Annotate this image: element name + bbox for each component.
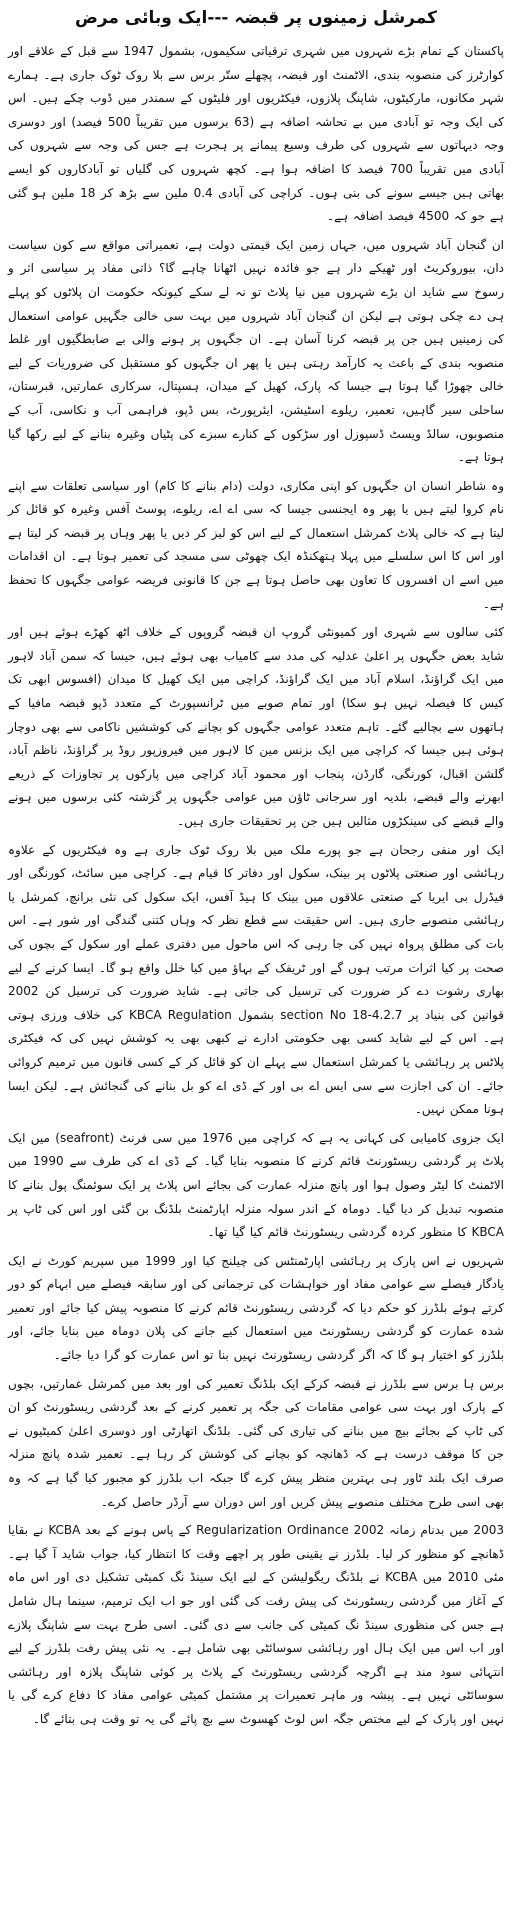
article-paragraph: برس ہا برس سے بلڈرز نے قبضہ کرکے ایک بلڈنگ تعمیر کی اور بعد میں کمرشل عمارتیں، بچوں کے پارک اور بہت سی عوامی مقامات کی جگہ پر تعمیر کرنے کے بعد گردشی ریسٹورنٹ کو ان کی ٹاپ کے بجائے بیچ میں بنانے کی تیاری کی گئی۔ بلڈنگ اتھارٹی اور دوسری اعلیٰ کمیٹیوں نے جن کا موقف درست ہے کہ ڈھانچہ کو بچانے کی کوشش کر رہا ہے۔ تعمیر شدہ پانچ منزلہ صرف ایک بلند ٹاور ہی بہترین منظر پیش کرے گا جبکہ اب بلڈرز کو مجبور کیا گیا ہے کہ وہ بھی اسی طرح مختلف منصوبے پیش کریں اور اس دوران سے آرڈر حاصل کرے۔	[8, 1376, 504, 1509]
article-paragraph: ان گنجان آباد شہروں میں، جہاں زمین ایک قیمتی دولت ہے، تعمیراتی مواقع سے کون سیاست دان، بیوروکریٹ اور ٹھیکے دار ہے جو فائدہ نہیں اٹھانا چاہے گا؟ ذاتی مفاد پر سیاسی اثر و رسوخ سے شاید ان بڑے شہروں میں نیا پلاٹ تو نہ لے سکے کیونکہ حکومت ان پلاٹوں کو پہلے ہی دے چکی ہوتی ہے لیکن ان گنجان آباد شہروں میں بہت سی خالی جگہیں عوامی استعمال کی زمینیں ہیں جن پر قبضہ کرنا آسان ہے۔ ان جگہوں پر ہونے والی بے ضابطگیوں اور غلط منصوبہ بندی کے باعث یہ کارآمد رہتی ہیں یا پھر ان جگہوں کو مستقبل کی ضروریات کے لیے خالی چھوڑا گیا ہوتا ہے جیسا کہ پارک، کھیل کے میدان، ہسپتال، سرکاری عمارتیں، قبرستان، ساحلی سیر گاہیں، تعمیر، ریلوے اسٹیشن، ایئرپورٹ، بس ڈپو، فراہمی آب و نکاسی، آب کے منصوبوں، سالڈ ویسٹ ڈسپوزل اور سڑکوں کے کنارے سبزے کی پٹیاں وغیرہ بنانے کے لیے رکھا گیا ہوتا ہے۔	[8, 237, 504, 465]
article-paragraph: ایک جزوی کامیابی کی کہانی یہ ہے کہ کراچی میں 1976 میں سی فرنٹ (seafront) میں ایک پلاٹ پر گردشی ریسٹورنٹ قائم کرنے کا منصوبہ بنایا گیا۔ کے ڈی اے کی طرف سے 1990 میں الاٹمنٹ کا لیٹر وصول ہوا اور پانچ منزلہ عمارت کی بجائے اس پلاٹ پر ایک سوئمنگ پول بنانے کا منصوبہ تبدیل کر دیا گیا۔ دوماہ کے اندر سولہ منزلہ اپارٹمنٹ بلڈنگ بن گئی اور اس کی ٹاپ پر KBCA کا منظور کردہ گردشی ریسٹورنٹ قائم کیا گیا تھا۔	[8, 1130, 505, 1240]
article-paragraph: 2003 میں بدنام زمانہ Regularization Ordinance 2002 کے پاس ہونے کے بعد KCBA نے بقایا ڈھانچے کو منظور کر لیا۔ بلڈرز نے یقینی طور پر اچھے وقت کا انتظار کیا، جواب شاید آ گیا ہے۔ مئی 2010 میں KCBA نے بلڈنگ ریگولیشن کے لیے ایک سینڈ نگ کمیٹی تشکیل دی اور اس ماہ کے آغاز میں گردشی ریسٹورنٹ کی پیش رفت کی گئی اور جو اب ایک ترمیم، سینما ہال شامل ہے جس کی منظوری سینڈ نگ کمیٹی کی جانب سے دی گئی۔ اسی طرح بہت سے شاپنگ پلازے اور اب اس میں ایک ہال اور رہائشی سوسائٹی بھی شامل ہے۔ یہ نئی پیش رفت بلڈرز کے لیے انتہائی سود مند ہے اگرچہ گردشی ریسٹورنٹ کے پلاٹ پر کوئی شاپنگ پلازہ اور رہائشی سوسائٹی نہیں ہے۔ پیشہ ور ماہر تعمیرات پر مشتمل کمیٹی عوامی مفاد کا دفاع کرے گی یا نہیں اور پارک کے لیے مختص جگہ اس لوٹ کھسوٹ سے بچ پائے گی یہ تو وقت ہی بتائے گا۔	[8, 1523, 504, 1726]
article-paragraph: شہریوں نے اس پارک پر رہائشی اپارٹمنٹس کی چیلنج کیا اور 1999 میں سپریم کورٹ نے ایک یادگار فیصلے سے عوامی مفاد اور خواہشات کی ترجمانی کی اور سابقہ فیصلے میں ابہام کو دور کرتے ہوئے بلڈرز کو حکم دیا کہ گردشی ریسٹورنٹ قائم کرنے کا منصوبہ پیش کیا جائے اور تعمیر شدہ عمارت کو گردشی ریسٹورنٹ میں استعمال کیے جانے کی پلان دوماہ میں بنایا جائے، اور بلڈرز کو اختیار ہو گا کہ اگر گردشی ریسٹورنٹ نہیں بنا تو اس عمارت کو گرا دیا جائے۔	[8, 1253, 505, 1363]
article-paragraph: ایک اور منفی رجحان ہے جو پورے ملک میں بلا روک ٹوک جاری ہے وہ فیکٹریوں کے علاوہ رہائشی اور صنعتی پلاٹوں پر بینک، سکول اور دفاتر کا قیام ہے۔ کراچی میں سائٹ، کورنگی اور فیڈرل بی ایریا کے صنعتی علاقوں میں بینک کا ہیڈ آفس، ایک سکول کی نئی برانچ، کمرشل یا رہائشی منصوبے جاری ہیں۔ اس حقیقت سے قطع نظر کہ وہاں کتنی گندگی اور شور ہے۔ اس بات کی مطلق پرواہ نہیں کی جا رہی کہ اس ماحول میں دفتری عملے اور سکول کے بچوں کی صحت پر کیا اثرات مرتب ہوں گے اور ٹریفک کے بہاؤ میں کیا خلل واقع ہو گا۔ ایسا کرنے کے لیے بھاری رشوت دے کر ضرورت کی ترسیل کی جاتی ہے۔ شاید ضرورت کی ترسیل کن 2002 قوانین کی بنیاد پر section No 18-4.2.7 بشمول KBCA Regulation کی خلاف ورزی ہوتی ہے۔ اس کے لیے شاید کسی بھی حکومتی ادارے نے کبھی بھی یہ کوشش نہیں کی کہ فیکٹری پلاٹس پر رہائشی یا کمرشل استعمال سے پہلے ان کو قائل کر کے کسی قانون میں ترمیم کروائی جائے۔ ان کی اجازت سے سی ایس اے بی اور کے ڈی اے کو بل بنانے کی گنجائش ہے۔ لیکن ایسا ہونا ممکن نہیں۔	[8, 842, 504, 1117]
article-paragraph: وہ شاطر انسان ان جگہوں کو اپنی مکاری، دولت (دام بنانے کا کام) اور سیاسی تعلقات سے اپنے نام کروا لیتے ہیں یا پھر وہ ایجنسی جیسا کہ سی اے اے، ریلوے، پوسٹ آفس وغیرہ کو قائل کر لیتا ہے کہ خالی پلاٹ کمرشل استعمال کے لیے اس کو لیز کر دیں یا پھر وہاں پر قبضہ کر لیتا ہے اور اس کا اس سلسلے میں پہلا ہتھکنڈہ ایک چھوٹی سی مسجد کی تعمیر ہوتا ہے۔ ان اقدامات میں اسے ان افسروں کا تعاون بھی حاصل ہوتا ہے جن کا قانونی فریضہ عوامی جگہوں کا تحفظ ہے۔	[7, 478, 504, 611]
article-title: کمرشل زمینوں پر قبضہ ---ایک وبائی مرض	[74, 8, 438, 28]
article-paragraph: کئی سالوں سے شہری اور کمیونٹی گروپ ان قبضہ گروپوں کے خلاف اٹھ کھڑے ہوئے ہیں اور شاید بعض جگہوں پر اعلیٰ عدلیہ کی مدد سے کامیاب بھی ہوئے ہیں، جیسا کہ سمن آباد لاہور میں ایک گراؤنڈ، اسلام آباد میں ایک گراؤنڈ، کراچی میں ایک کھیل کا میدان (افسوس ابھی تک کیس کا فیصلہ نہیں ہو سکا) اور تمام صوبے میں ٹرانسپورٹ کے متعدد ڈپو قبضہ مافیا کے ہاتھوں سے بچالیے گئے۔ تاہم متعدد عوامی جگہوں کو بچانے کی کوششیں ناکامی سے بھی دوچار ہوئی ہیں جیسا کہ کراچی میں ایک بزنس مین کا لاہور میں فیروزپور روڈ پر گراؤنڈ، ناظم آباد، گلشن اقبال، کورنگی، گارڈن، پنجاب اور محمود آباد کراچی میں پارکوں پر تجاوزات کے ذریعے ابھرنے والے قبضے، بلدیہ اور سرجانی ٹاؤن میں عوامی جگہوں پر گزشتہ کئی برسوں میں ہونے والے قبضے کی سینکڑوں مثالیں ہیں جن پر تحقیقات جاری ہیں۔	[8, 625, 504, 828]
article-paragraph: پاکستان کے تمام بڑے شہروں میں شہری ترقیاتی سکیموں، بشمول 1947 سے قبل کے علاقے اور کوارٹرز کی منصوبہ بندی، الاٹمنٹ اور قبضہ، پچھلے ستّر برس سے بلا روک ٹوک جاری ہے۔ ہمارے شہر مکانوں، مارکیٹوں، شاپنگ پلازوں، فیکٹریوں اور فلیٹوں کے سمندر میں ڈوب چکے ہیں۔ اس کی ایک وجہ تو آبادی میں بے تحاشہ اضافہ ہے (63 برسوں میں تقریباً 500 فیصد) اور دوسری وجہ دیہاتوں سے شہروں کی طرف وسیع پیمانے پر ہجرت ہے جس کی وجہ سے شہروں کی آبادی میں تقریباً 700 فیصد کا اضافہ ہوا ہے۔ کچھ شہروں کی گلیاں تو آبادکاروں کو ایسے بھاتی ہیں جیسے سونے کی بنی ہوں۔ کراچی کی آبادی 0.4 ملین سے بڑھ کر 18 ملین ہو گئی ہے جو کہ 4500 فیصد اضافہ ہے۔	[8, 44, 505, 224]
article-body	[8, 40, 504, 1732]
